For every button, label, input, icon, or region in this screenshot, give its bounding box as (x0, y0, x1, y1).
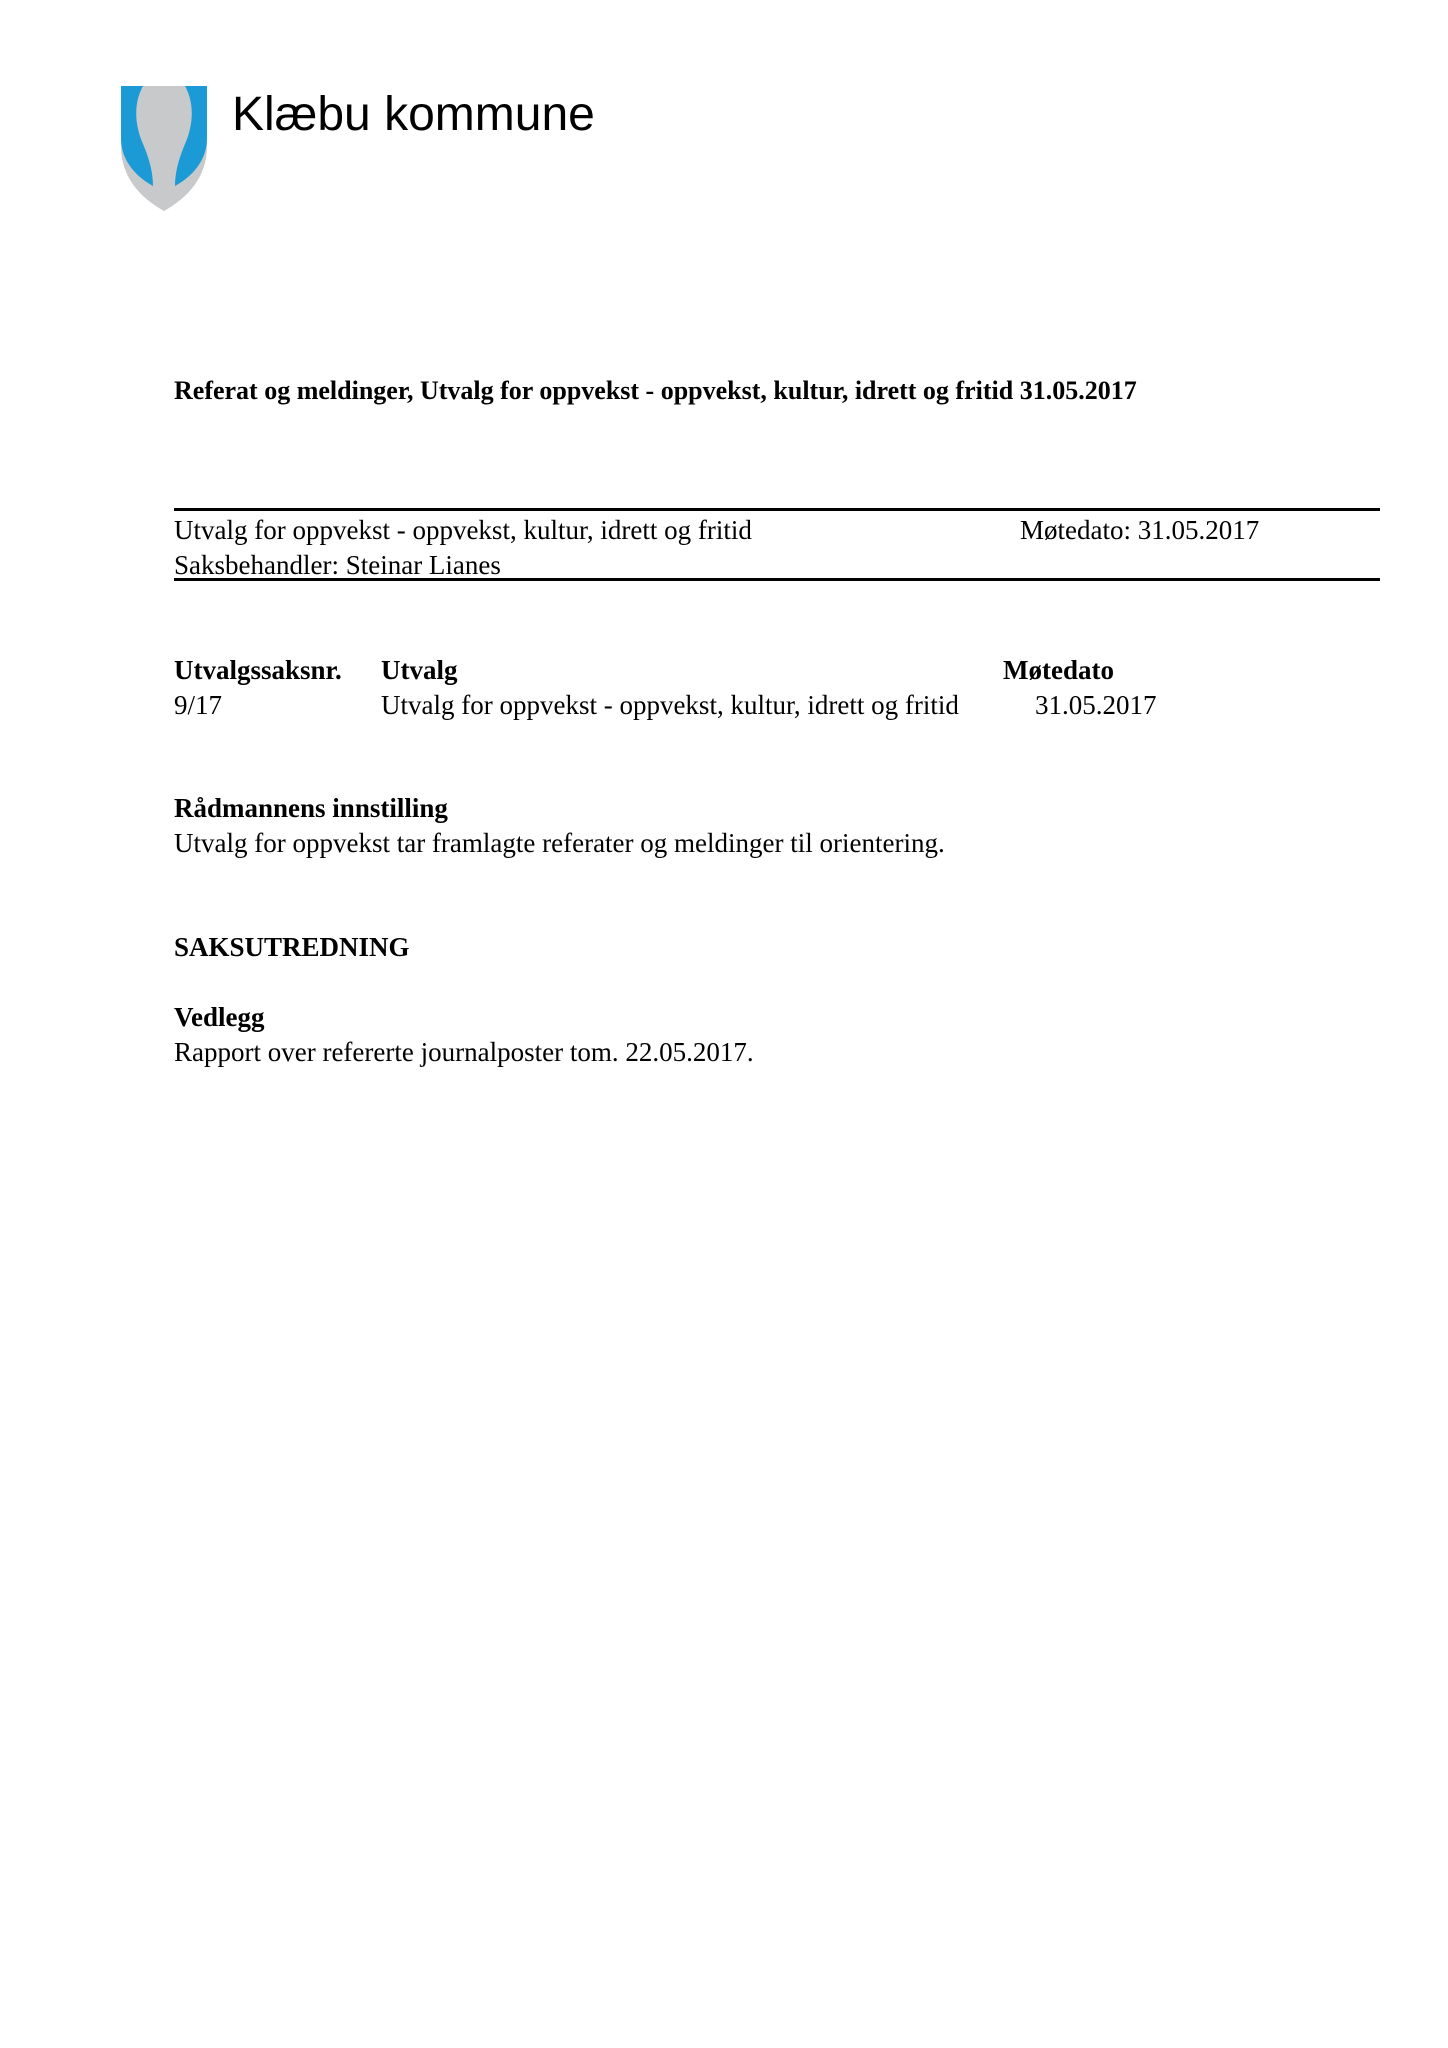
case-table-cell-number: 9/17 (174, 690, 223, 720)
case-report-heading: SAKSUTREDNING (174, 932, 410, 962)
organization-name: Klæbu kommune (232, 88, 595, 141)
case-table-header-number: Utvalgssaksnr. (174, 655, 342, 685)
recommendation-heading: Rådmannens innstilling (174, 793, 448, 823)
meta-top-rule (174, 508, 1380, 511)
case-table-header-committee: Utvalg (381, 655, 458, 685)
meta-case-handler: Saksbehandler: Steinar Lianes (174, 550, 501, 580)
klaebu-coat-of-arms-icon (113, 86, 215, 211)
meta-bottom-rule (174, 578, 1380, 581)
meta-meeting-date: Møtedato: 31.05.2017 (1020, 515, 1260, 545)
meta-committee: Utvalg for oppvekst - oppvekst, kultur, idrett og fritid (174, 515, 752, 545)
attachments-heading: Vedlegg (174, 1002, 265, 1032)
case-table-cell-committee: Utvalg for oppvekst - oppvekst, kultur, idrett og fritid (381, 690, 959, 720)
attachments-text: Rapport over refererte journalposter tom. 22.05.2017. (174, 1037, 754, 1067)
case-table-cell-date: 31.05.2017 (1035, 690, 1157, 720)
case-table-header-date: Møtedato (1003, 655, 1114, 685)
document-title: Referat og meldinger, Utvalg for oppvekst - oppvekst, kultur, idrett og fritid 31.05.2017 (174, 376, 1137, 405)
recommendation-text: Utvalg for oppvekst tar framlagte referater og meldinger til orientering. (174, 828, 945, 858)
